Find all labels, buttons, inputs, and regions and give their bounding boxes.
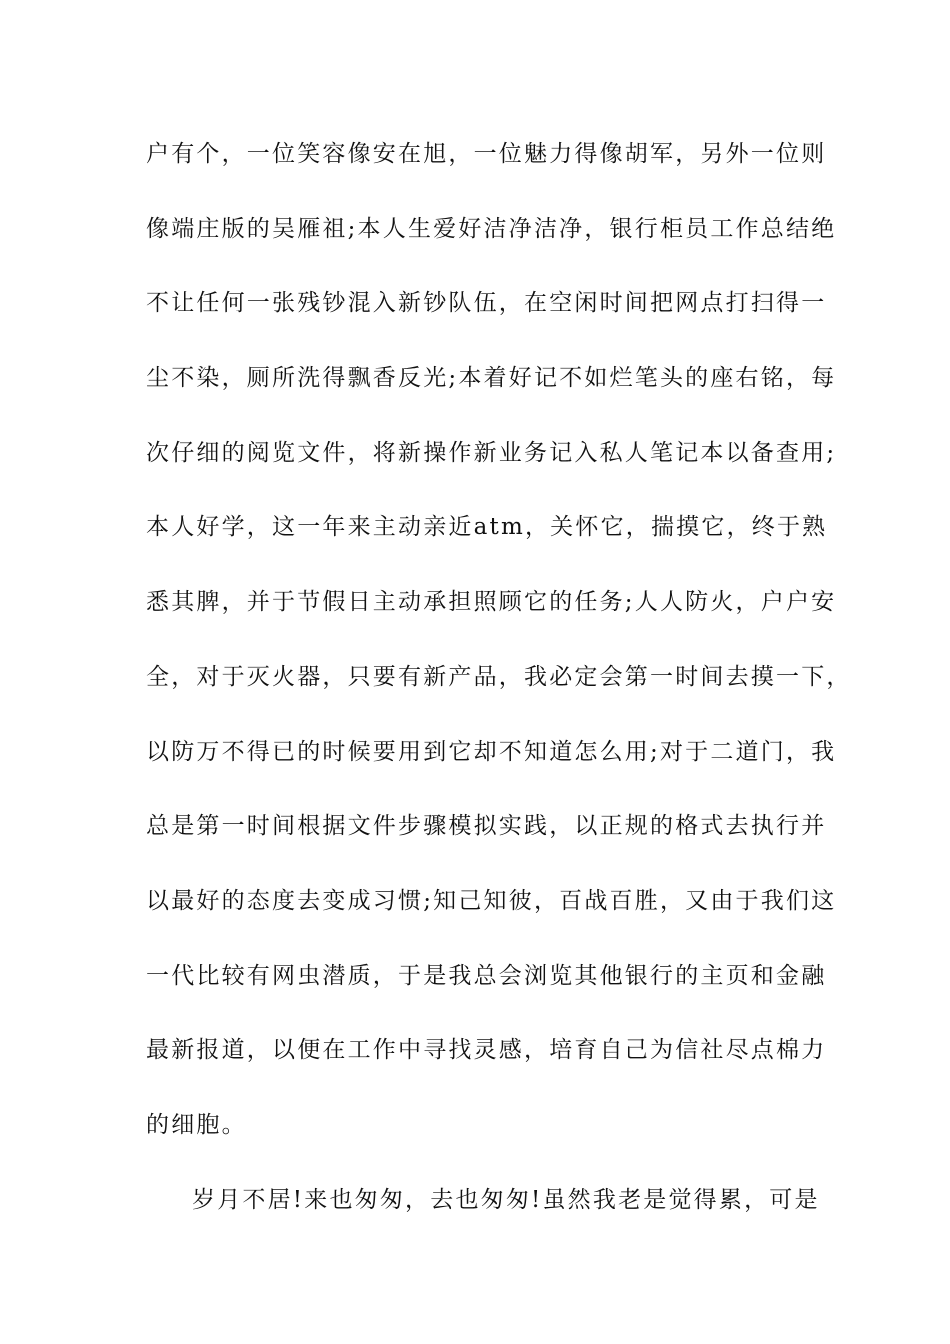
paragraph-1 [146,136,852,1182]
text-line: 全，对于灭火器，只要有新产品，我必定会第一时间去摸一下， [146,663,852,690]
text-line: 的细胞。 [146,1111,247,1138]
text-line: 悉其脾，并于节假日主动承担照顾它的任务;人人防火，户户安 [146,589,837,616]
text-line: 岁月不居!来也匆匆，去也匆匆!虽然我老是觉得累，可是 [192,1186,820,1213]
text-line: 不让任何一张残钞混入新钞队伍，在空闲时间把网点打扫得一 [146,290,827,317]
text-line: 户有个，一位笑容像安在旭，一位魅力得像胡军，另外一位则 [146,141,827,167]
paragraph-2 [146,1182,826,1257]
text-line: 像端庄版的吴雁祖;本人生爱好洁净洁净，银行柜员工作总结绝 [146,215,837,242]
text-line: 尘不染，厕所洗得飘香反光;本着好记不如烂笔头的座右铭，每 [146,365,837,392]
text-line: 最新报道，以便在工作中寻找灵感，培育自己为信社尽点棉力 [146,1037,827,1064]
body-text [146,136,852,1256]
text-line: 以最好的态度去变成习惯;知己知彼，百战百胜，又由于我们这 [146,887,837,914]
text-line: 次仔细的阅览文件，将新操作新业务记入私人笔记本以备查用; [146,439,837,466]
text-line: 总是第一时间根据文件步骤模拟实践，以正规的格式去执行并 [146,813,827,840]
text-line: 本人好学，这一年来主动亲近atm，关怀它，揣摸它，终于熟 [146,514,828,541]
text-line: 一代比较有网虫潜质，于是我总会浏览其他银行的主页和金融 [146,962,827,989]
text-line: 以防万不得已的时候要用到它却不知道怎么用;对于二道门，我 [146,738,837,765]
